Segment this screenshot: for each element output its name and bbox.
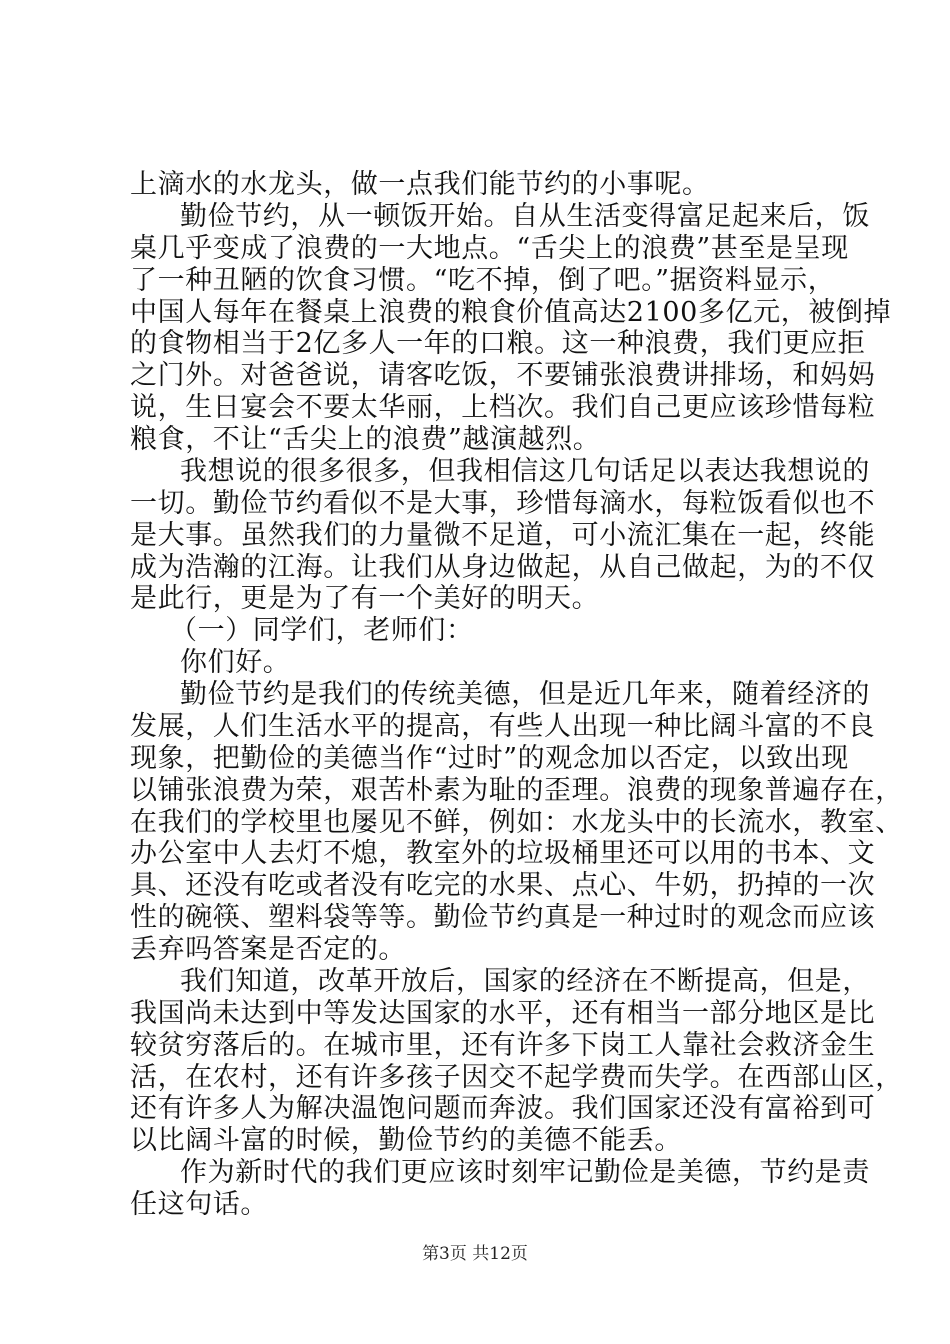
text-line: 勤俭节约，从一顿饭开始。自从生活变得富足起来后，饭 [180,201,870,232]
text-line: （一）同学们，老师们： [170,615,474,646]
text-line: 粮食，不让“舌尖上的浪费”越演越烈。 [130,424,601,455]
text-line: 具、还没有吃或者没有吃完的水果、点心、牛奶，扔掉的一次 [130,870,876,901]
text-line: 我国尚未达到中等发达国家的水平，还有相当一部分地区是比 [130,998,876,1029]
text-line: 性的碗筷、塑料袋等等。勤俭节约真是一种过时的观念而应该 [130,902,876,933]
text-line: 现象，把勤俭的美德当作“过时”的观念加以否定，以致出现 [130,743,849,774]
text-line: 我想说的很多很多，但我相信这几句话足以表达我想说的 [180,456,870,487]
text-line: 发展，人们生活水平的提高，有些人出现一种比阔斗富的不良 [130,711,876,742]
text-line: 你们好。 [180,647,291,678]
text-line: 还有许多人为解决温饱问题而奔波。我们国家还没有富裕到可 [130,1093,876,1124]
text-line: 之门外。对爸爸说，请客吃饭，不要铺张浪费讲排场，和妈妈 [130,360,876,391]
text-line: 了一种丑陋的饮食习惯。“吃不掉，倒了吧。”据资料显示， [130,265,836,296]
text-line: 是大事。虽然我们的力量微不足道，可小流汇集在一起，终能 [130,520,876,551]
text-line: 桌几乎变成了浪费的一大地点。“舌尖上的浪费”甚至是呈现 [130,233,849,264]
text-line: 作为新时代的我们更应该时刻牢记勤俭是美德，节约是责 [180,1157,870,1188]
text-line: 是此行，更是为了有一个美好的明天。 [130,583,600,614]
text-line: 勤俭节约是我们的传统美德，但是近几年来，随着经济的 [180,679,870,710]
text-line: 办公室中人去灯不熄，教室外的垃圾桶里还可以用的书本、文 [130,838,876,869]
text-line: 任这句话。 [130,1189,268,1220]
page-number-footer: 第3页 共12页 [422,1244,528,1264]
text-line: 我们知道，改革开放后，国家的经济在不断提高，但是， [180,966,870,997]
text-line: 在我们的学校里也屡见不鲜，例如：水龙头中的长流水，教室、 [130,807,903,838]
text-line: 的食物相当于2亿多人一年的口粮。这一种浪费，我们更应拒 [130,328,866,359]
text-line: 成为浩瀚的江海。让我们从身边做起，从自己做起，为的不仅 [130,552,876,583]
text-line: 丢弃吗答案是否定的。 [130,934,406,965]
text-line: 上滴水的水龙头，做一点我们能节约的小事呢。 [130,169,710,200]
text-line: 以比阔斗富的时候，勤俭节约的美德不能丢。 [130,1125,682,1156]
text-line: 以铺张浪费为荣，艰苦朴素为耻的歪理。浪费的现象普遍存在， [130,775,903,806]
text-line: 说，生日宴会不要太华丽，上档次。我们自己更应该珍惜每粒 [130,392,876,423]
text-line: 活，在农村，还有许多孩子因交不起学费而失学。在西部山区， [130,1062,903,1093]
text-line: 较贫穷落后的。在城市里，还有许多下岗工人靠社会救济金生 [130,1030,876,1061]
text-line: 中国人每年在餐桌上浪费的粮食价值高达2100多亿元，被倒掉 [130,297,892,328]
text-line: 一切。勤俭节约看似不是大事，珍惜每滴水，每粒饭看似也不 [130,488,876,519]
